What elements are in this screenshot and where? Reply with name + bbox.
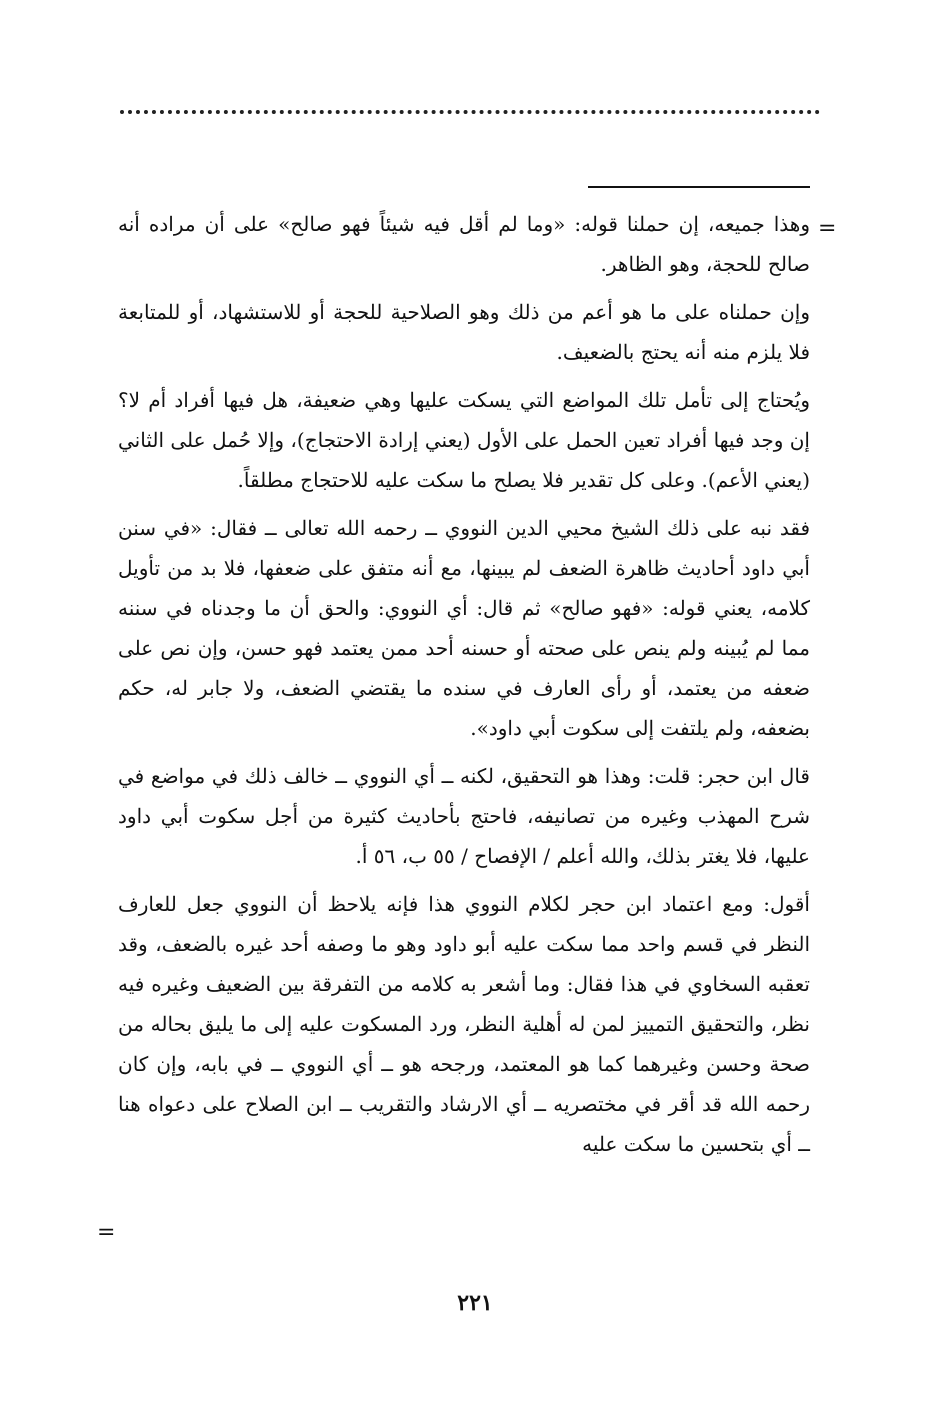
footnote-separator-rule [588,186,810,188]
continuation-marker-top: = [818,216,837,241]
paragraph-5: قال ابن حجر: قلت: وهذا هو التحقيق، لكنه ــ أي النووي ــ خالف ذلك في مواضع في شرح المهذب وغيره من تصانيفه، فاحتج بأحاديث كثيرة من أجل سكوت أبي داود عليها، فلا يغتر بذلك، والله أعلم / الإفصاح / ٥٥ ب، ٥٦ أ. [118,764,810,868]
paragraph-2: وإن حملناه على ما هو أعم من ذلك وهو الصلاحية للحجة أو للاستشهاد، أو للمتابعة فلا يلزم منه أنه يحتج بالضعيف. [118,300,810,364]
footnote-text-block [118,204,810,1172]
continuation-marker-bottom: = [97,1220,116,1245]
page-number: ٢٢١ [457,1290,493,1316]
paragraph-6: أقول: ومع اعتماد ابن حجر لكلام النووي هذا فإنه يلاحظ أن النووي جعل للعارف النظر في قسم واحد مما سكت عليه أبو داود وهو ما وصفه أحد غيره بالضعف، وقد تعقبه السخاوي في هذا فقال: وما أشعر به كلامه من التفرقة بين الضعيف وغيره فيه نظر، والتحقيق التمييز لمن له أهلية النظر، ورد المسكوت عليه إلى ما يليق بحاله من صحة وحسن وغيرهما كما هو المعتمد، ورجحه هو ــ أي النووي ــ في بابه، وإن كان رحمه الله قد أقر في مختصريه ــ أي الارشاد والتقريب ــ ابن الصلاح على دعواه هنا ــ أي بتحسين ما سكت عليه [118,892,811,1156]
paragraph-1: وهذا جميعه، إن حملنا قوله: «وما لم أقل فيه شيئاً فهو صالح» على أن مراده أنه صالح للحجة، وهو الظاهر. [118,212,810,276]
paragraph-3: ويُحتاج إلى تأمل تلك المواضع التي يسكت عليها وهي ضعيفة، هل فيها أفراد أم لا؟ إن وجد فيها أفراد تعين الحمل على الأول (يعني إرادة الاحتجاج)، وإلا حُمل على الثاني (يعني الأعم). وعلى كل تقدير فلا يصلح ما سكت عليه للاحتجاج مطلقاً. [118,388,810,492]
paragraph-4: فقد نبه على ذلك الشيخ محيي الدين النووي ــ رحمه الله تعالى ــ فقال: «في سنن أبي داود أحاديث ظاهرة الضعف لم يبينها، مع أنه متفق على ضعفها، فلا بد من تأويل كلامه، يعني قوله: «فهو صالح» ثم قال: أي النووي: والحق أن ما وجدناه في سننه مما لم يُبينه ولم ينص على صحته أو حسنه أحد ممن يعتمد فهو حسن، وإن نص على ضعفه من يعتمد، أو رأى العارف في سنده ما يقتضي الضعف، ولا جابر له، حكم بضعفه، ولم يلتفت إلى سكوت أبي داود». [118,516,810,740]
header-dotted-rule [120,110,820,114]
